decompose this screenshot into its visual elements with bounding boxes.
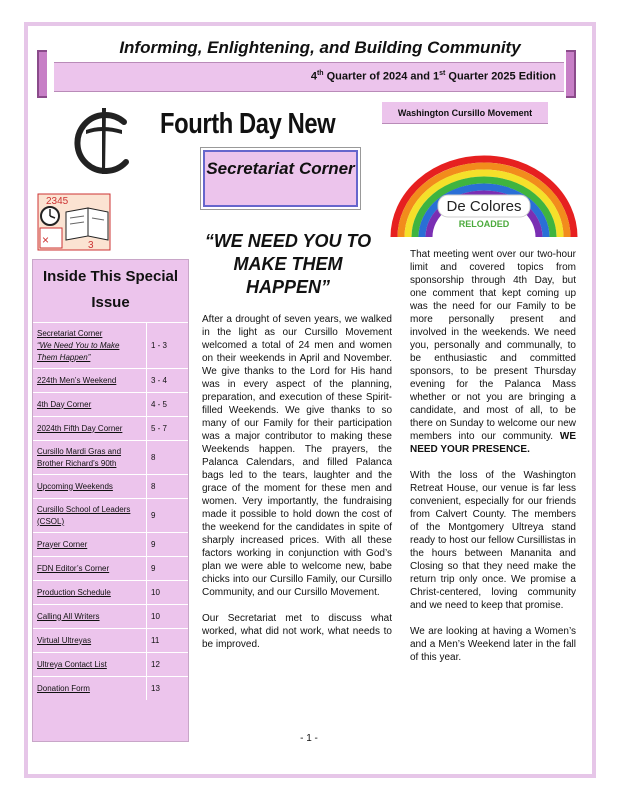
- toc-entry-label[interactable]: Calling All Writers: [33, 605, 147, 628]
- toc-entry-page: 8: [151, 453, 156, 462]
- article-column-2: [410, 248, 576, 677]
- toc-entry-label[interactable]: 2024th Fifth Day Corner: [33, 417, 147, 440]
- de-colores-rainbow-image: [386, 155, 581, 240]
- svg-text:3: 3: [88, 240, 94, 251]
- article-headline: “WE NEED YOU TO MAKE THEM HAPPEN”: [204, 231, 372, 297]
- toc-row[interactable]: [33, 416, 188, 440]
- toc-entry-page: 12: [151, 660, 160, 669]
- table-of-contents: [32, 259, 189, 742]
- toc-entry-page: 3 - 4: [151, 376, 168, 385]
- toc-entry-label[interactable]: FDN Editor’s Corner: [33, 557, 147, 580]
- right-bracket-decoration: [566, 50, 576, 98]
- toc-entry-label[interactable]: 4th Day Corner: [33, 393, 147, 416]
- toc-entry-page: 8: [151, 482, 156, 491]
- toc-row[interactable]: [33, 556, 188, 580]
- toc-entry-page: 10: [151, 588, 160, 597]
- toc-entry-page: 11: [151, 636, 160, 645]
- rainbow-label: De Colores: [446, 198, 522, 215]
- rainbow-sublabel: RELOADED: [458, 219, 510, 229]
- toc-entry-page: 13: [151, 684, 160, 693]
- toc-entry-label[interactable]: Cursillo School of Leaders (CSOL): [33, 499, 147, 532]
- toc-entry-page: 4 - 5: [151, 400, 168, 409]
- toc-entry-label[interactable]: Virtual Ultreyas: [33, 629, 147, 652]
- toc-row[interactable]: [33, 652, 188, 676]
- toc-entry-label[interactable]: Prayer Corner: [33, 533, 147, 556]
- clock-book-clipart: [36, 192, 112, 252]
- paragraph: With the loss of the Washington Retreat House, our venue is far less convenient, especially for our friends from Calvert County. The members of the Montgomery Ultreya stand ready to host our fellow Cursillistas in the hours between Mananita and Closing so that they need make the return trip only once. We promise a Christ-centered, loving community and we need to keep that promise.: [410, 470, 576, 611]
- paragraph: We are looking at having a Women’s and a Men’s Weekend later in the fall of this year.: [410, 626, 576, 663]
- paragraph: After a drought of seven years, we walked in the light as our Cursillo Movement welcomed a total of 24 men and women on their weekends in April and November. We give thanks to the Lord for His hand was in every aspect of the planning, preparation, and execution of these Spirit-filled Weekends. We give thanks to so many of our Family for their participation was a major contributor to making these Weekends happen. The prayers, the Palanca Calendars, and filled Palanca bags led to the tears, laughter and the grace of the moment for these men and women. Very importantly, the fundraising made it possible to hold down the cost of the weekend for the candidates in spite of sharply increased prices. With all these factors working in conjunction with God’s plan we were able to welcome new, babe chicks into our Cursillo Family, our Cursillo Community, and our Cursillo Movement.: [202, 314, 392, 598]
- svg-text:×: ×: [42, 233, 50, 247]
- section-heading-box: Secretariat Corner: [203, 150, 358, 207]
- toc-row[interactable]: [33, 440, 188, 474]
- toc-entry-page: 9: [151, 540, 156, 549]
- toc-entry-page: 1 - 3: [151, 341, 168, 350]
- cursillo-cross-logo: [72, 104, 138, 180]
- toc-entry-label[interactable]: Production Schedule: [33, 581, 147, 604]
- toc-row[interactable]: [33, 604, 188, 628]
- toc-row[interactable]: [33, 368, 188, 392]
- toc-entry-label[interactable]: Donation Form: [33, 677, 147, 700]
- page-number: - 1 -: [300, 733, 318, 744]
- emphasis-text: WE NEED YOUR PRESENCE.: [410, 431, 577, 455]
- toc-entry-label[interactable]: Ultreya Contact List: [33, 653, 147, 676]
- paragraph: That meeting went over our two-hour limit and covered topics from sponsorship through 4th Day, but one comment that kept coming up was the need for our Family to be more personally present and involved in the weekends. We need you, personally and communally, to be enthusiastic and committed sponsors, to be present Thursday evening for the Palanca Mass whether or not you are bringing a candidate, and most of all, to be there on Sunday to welcome our new members into our community. WE NEED YOUR PRESENCE.: [410, 249, 577, 455]
- toc-entry-page: 9: [151, 511, 156, 520]
- svg-text:2345: 2345: [46, 196, 69, 207]
- toc-entry-label[interactable]: Upcoming Weekends: [33, 475, 147, 498]
- toc-row[interactable]: [33, 532, 188, 556]
- toc-row[interactable]: [33, 628, 188, 652]
- newsletter-title: Fourth Day New: [160, 108, 336, 140]
- toc-row[interactable]: [33, 322, 188, 368]
- toc-row[interactable]: [33, 392, 188, 416]
- toc-row[interactable]: [33, 498, 188, 532]
- toc-entry-page: 5 - 7: [151, 424, 168, 433]
- tagline: Informing, Enlightening, and Building Community: [119, 38, 521, 57]
- toc-row[interactable]: [33, 676, 188, 700]
- toc-entry-page: 9: [151, 564, 156, 573]
- toc-entry-page: 10: [151, 612, 160, 621]
- edition-text: 4th Quarter of 2024 and 1st Quarter 2025 Edition: [310, 70, 556, 83]
- toc-entry-label[interactable]: Cursillo Mardi Gras and Brother Richard’s 90th: [33, 441, 147, 474]
- left-bracket-decoration: [37, 50, 47, 98]
- toc-entry-label[interactable]: 224th Men’s Weekend: [33, 369, 147, 392]
- paragraph: Our Secretariat met to discuss what worked, what did not work, what needs to be improved.: [202, 613, 392, 650]
- toc-entry-label[interactable]: Secretariat Corner “We Need You to Make Them Happen”: [33, 323, 147, 368]
- toc-title: Inside This Special Issue: [42, 268, 179, 311]
- toc-row[interactable]: [33, 580, 188, 604]
- toc-row[interactable]: [33, 474, 188, 498]
- organization-name: Washington Cursillo Movement: [382, 102, 548, 124]
- edition-band: [54, 62, 564, 92]
- article-column-1: [202, 313, 392, 664]
